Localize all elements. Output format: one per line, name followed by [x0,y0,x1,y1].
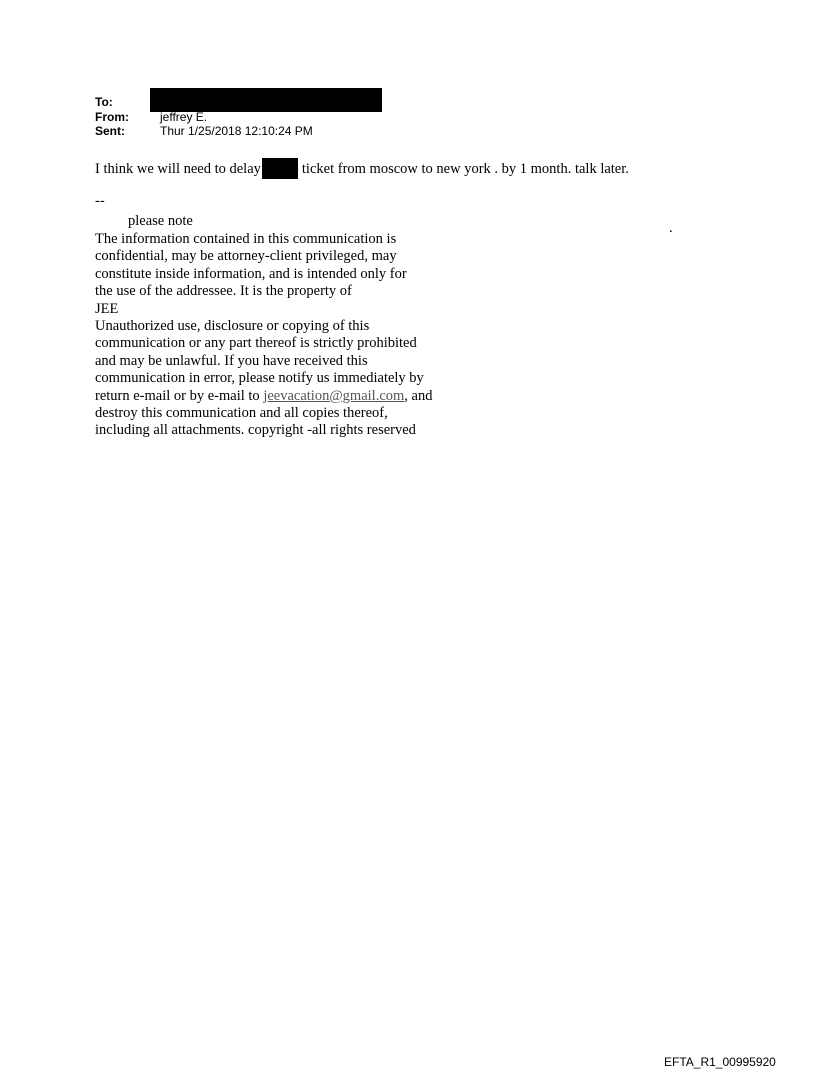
disclaimer-email-line [95,388,432,405]
sent-value: Thur 1/25/2018 12:10:24 PM [160,124,313,138]
disclaimer-line: Unauthorized use, disclosure or copying of this [95,317,370,334]
disclaimer-line: including all attachments. copyright -all rights reserved [95,422,416,439]
message-part1: I think we will need to delay [95,161,261,177]
disclaimer-line: communication or any part thereof is strictly prohibited [95,335,417,352]
stray-period-mark: . [669,220,673,236]
disclaimer-line: constitute inside information, and is intended only for [95,265,407,282]
return-prefix: return e-mail or by e-mail to [95,387,264,404]
disclaimer-line: the use of the addressee. It is the property of [95,283,352,300]
disclaimer-line: The information contained in this communication is [95,231,397,247]
to-redaction-block [150,88,382,112]
disclaimer-line: and may be unlawful. If you have received this [95,352,368,369]
please-note-text: please note [128,213,193,229]
to-label: To: [95,95,113,109]
from-label: From: [95,110,129,124]
return-suffix: , and [404,387,433,404]
email-link[interactable]: jeevacation@gmail.com [263,387,405,404]
disclaimer-line: destroy this communication and all copies thereof, [95,404,388,421]
confidentiality-disclaimer [95,231,432,440]
signature-separator: -- [95,193,105,209]
sent-label: Sent: [95,124,125,138]
message-part2: ticket from moscow to new york . by 1 month. talk later. [301,161,629,177]
message-body [95,158,629,179]
document-id: EFTA_R1_00995920 [664,1055,776,1069]
disclaimer-line: communication in error, please notify us immediately by [95,370,424,387]
from-value: jeffrey E. [160,110,208,124]
disclaimer-line: confidential, may be attorney-client privileged, may [95,248,397,265]
message-redaction-block [262,158,298,179]
disclaimer-line: JEE [95,300,119,317]
